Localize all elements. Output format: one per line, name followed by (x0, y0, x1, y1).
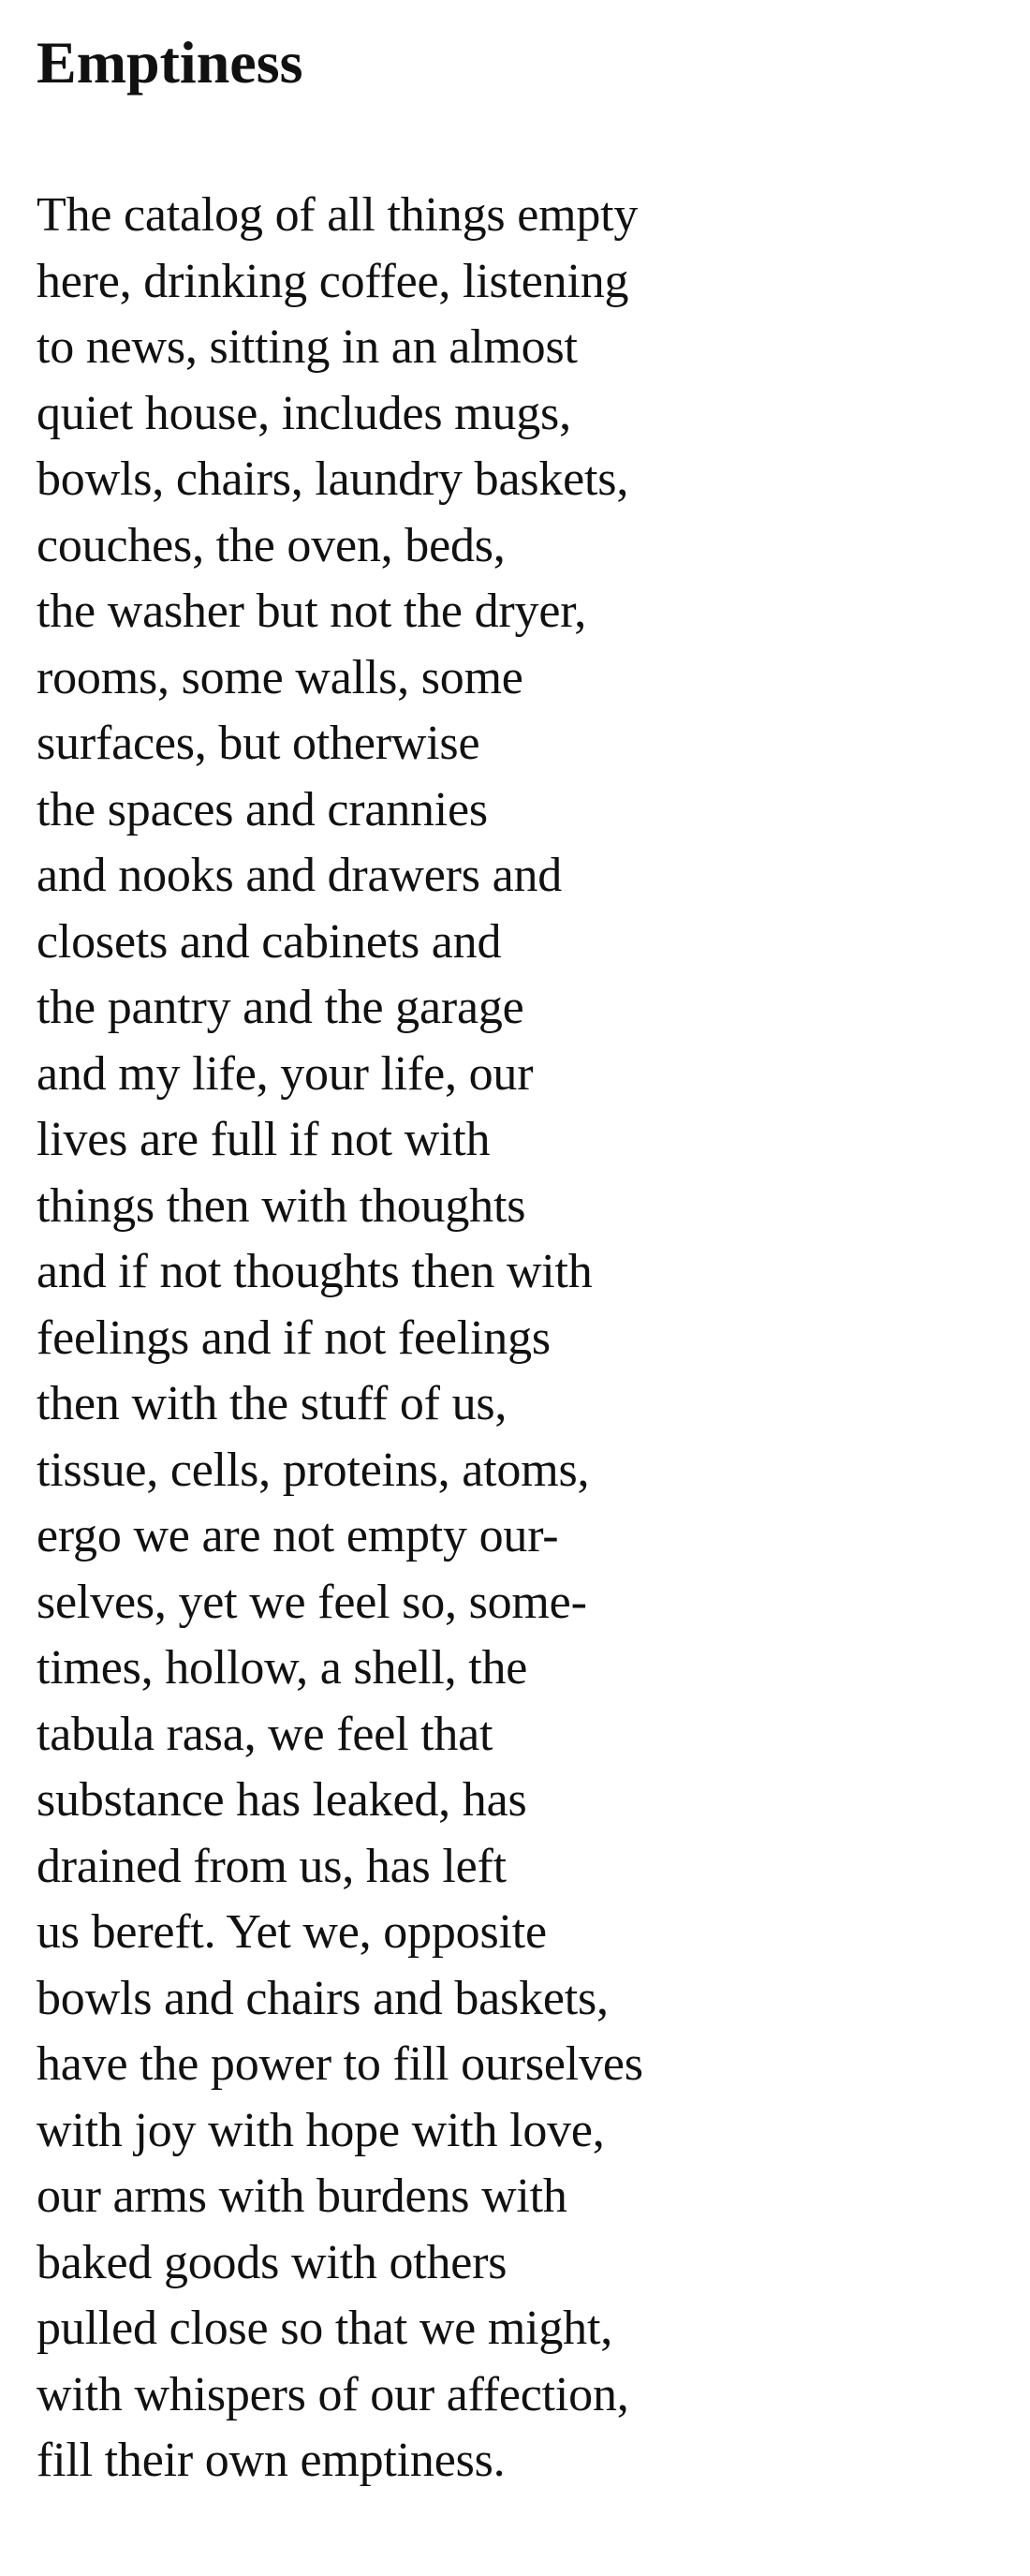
poem-line: selves, yet we feel so, some- (37, 1575, 587, 1629)
poem-line: our arms with burdens with (37, 2169, 567, 2223)
poem-line: substance has leaked, has (37, 1773, 527, 1827)
poem-line: The catalog of all things empty (37, 188, 639, 242)
poem-line: times, hollow, a shell, the (37, 1641, 528, 1695)
poem-page (37, 0, 973, 2495)
poem-line: with whispers of our affection, (37, 2367, 629, 2421)
poem-line: tabula rasa, we feel that (37, 1707, 493, 1761)
poem-line: the pantry and the garage (37, 981, 524, 1034)
poem-line: then with the stuff of us, (37, 1377, 508, 1430)
poem-line: have the power to fill ourselves (37, 2037, 643, 2091)
poem-line: and nooks and drawers and (37, 849, 563, 902)
poem-line: and if not thoughts then with (37, 1245, 593, 1298)
poem-line: lives are full if not with (37, 1113, 491, 1166)
poem-line: fill their own emptiness. (37, 2434, 506, 2487)
poem-line: to news, sitting in an almost (37, 320, 578, 374)
poem-line: quiet house, includes mugs, (37, 386, 571, 440)
poem-line: surfaces, but otherwise (37, 717, 480, 770)
poem-line: rooms, some walls, some (37, 650, 523, 704)
poem-line: things then with thoughts (37, 1178, 526, 1233)
poem-body (37, 183, 973, 2495)
poem-line: ergo we are not empty our- (37, 1509, 559, 1562)
poem-line: baked goods with others (37, 2235, 508, 2289)
poem-line: couches, the oven, beds, (37, 518, 506, 572)
poem-line: with joy with hope with love, (37, 2103, 605, 2157)
poem-line: bowls and chairs and baskets, (37, 1971, 609, 2025)
poem-line: tissue, cells, proteins, atoms, (37, 1443, 590, 1497)
poem-line: closets and cabinets and (37, 914, 502, 969)
poem-line: the spaces and crannies (37, 782, 488, 836)
poem-line: the washer but not the dryer, (37, 585, 587, 638)
poem-line: feelings and if not feelings (37, 1310, 551, 1365)
poem-line: pulled close so that we might, (37, 2302, 613, 2355)
poem-line: drained from us, has left (37, 1839, 507, 1893)
poem-line: and my life, your life, our (37, 1046, 534, 1101)
poem-line: here, drinking coffee, listening (37, 254, 629, 308)
poem-line: bowls, chairs, laundry baskets, (37, 452, 629, 506)
poem-title: Emptiness (37, 29, 303, 96)
poem-line: us bereft. Yet we, opposite (37, 1905, 547, 1959)
